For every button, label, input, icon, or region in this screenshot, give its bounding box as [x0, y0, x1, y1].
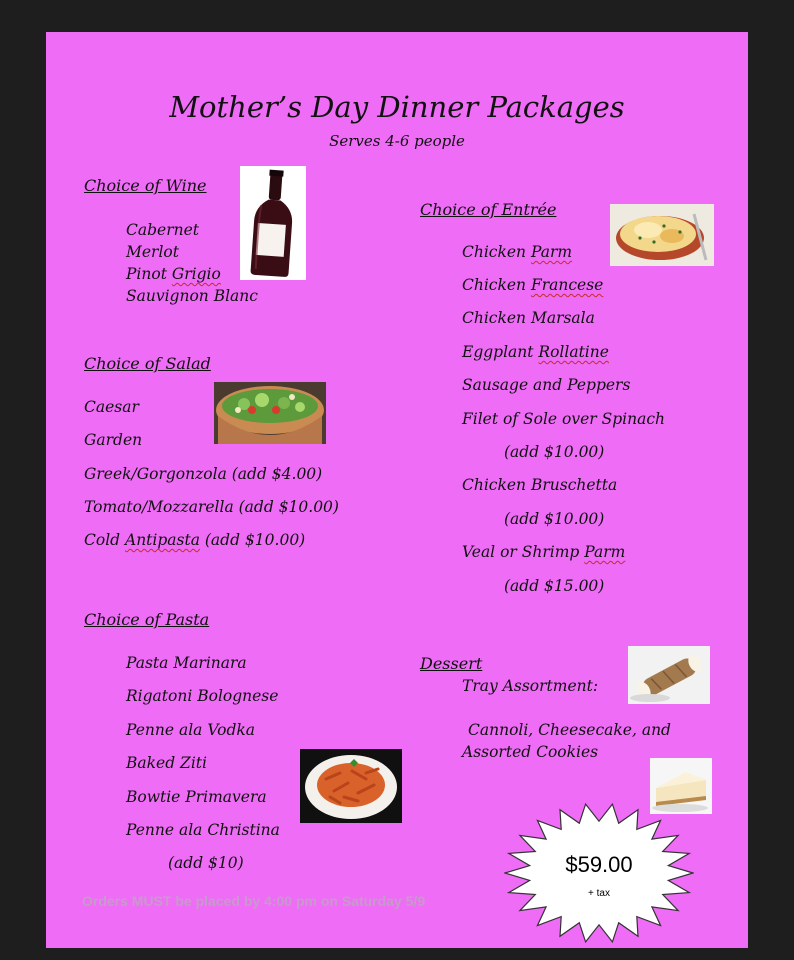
entree-heading: Choice of Entrée [420, 200, 557, 219]
pasta-item: Rigatoni Bolognese [126, 687, 279, 705]
entree-addon: (add $10.00) [504, 443, 605, 461]
wine-item: Sauvignon Blanc [126, 287, 258, 305]
dessert-heading: Dessert [420, 654, 483, 673]
salad-item: Greek/Gorgonzola (add $4.00) [84, 465, 323, 483]
salad-item: Cold Antipasta (add $10.00) [84, 531, 306, 549]
entree-item: Chicken Marsala [462, 309, 595, 327]
pasta-addon: (add $10) [168, 854, 244, 872]
salad-item: Garden [84, 431, 143, 449]
dessert-line: Cannoli, Cheesecake, and [468, 721, 671, 739]
pasta-plate-image [300, 749, 402, 823]
dessert-tray-label: Tray Assortment: [462, 677, 599, 695]
cannoli-image [628, 646, 710, 704]
pasta-item: Penne ala Vodka [126, 721, 255, 739]
pasta-item: Baked Ziti [126, 754, 207, 772]
menu-flyer [46, 32, 748, 948]
entree-item: Chicken Francese [462, 276, 604, 294]
chicken-parm-image [610, 204, 714, 266]
wine-item: Pinot Grigio [126, 265, 221, 283]
pasta-heading: Choice of Pasta [84, 610, 210, 629]
pasta-item: Pasta Marinara [126, 654, 247, 672]
pasta-item: Bowtie Primavera [126, 788, 267, 806]
entree-addon: (add $10.00) [504, 510, 605, 528]
page-title: Mother’s Day Dinner Packages [169, 90, 625, 124]
entree-item: Chicken Parm [462, 243, 573, 261]
wine-item: Merlot [126, 243, 179, 261]
pasta-item: Penne ala Christina [126, 821, 280, 839]
entree-item: Eggplant Rollatine [462, 343, 609, 361]
entree-item: Filet of Sole over Spinach [462, 410, 665, 428]
salad-heading: Choice of Salad [84, 354, 211, 373]
entree-item: Veal or Shrimp Parm [462, 543, 626, 561]
wine-item: Cabernet [126, 221, 199, 239]
entree-item: Sausage and Peppers [462, 376, 631, 394]
entree-item: Chicken Bruschetta [462, 476, 618, 494]
salad-bowl-image [214, 382, 326, 444]
salad-item: Tomato/Mozzarella (add $10.00) [84, 498, 339, 516]
wine-bottle-image [240, 166, 306, 280]
price-tax: + tax [588, 888, 610, 899]
dessert-line: Assorted Cookies [462, 743, 599, 761]
page-subtitle: Serves 4-6 people [329, 132, 465, 150]
salad-item: Caesar [84, 398, 139, 416]
wine-heading: Choice of Wine [84, 176, 207, 195]
order-deadline-note: Orders MUST be placed by 4:00 pm on Saturday 5/9 [82, 893, 426, 909]
price-amount: $59.00 [565, 852, 633, 877]
entree-addon: (add $15.00) [504, 577, 605, 595]
